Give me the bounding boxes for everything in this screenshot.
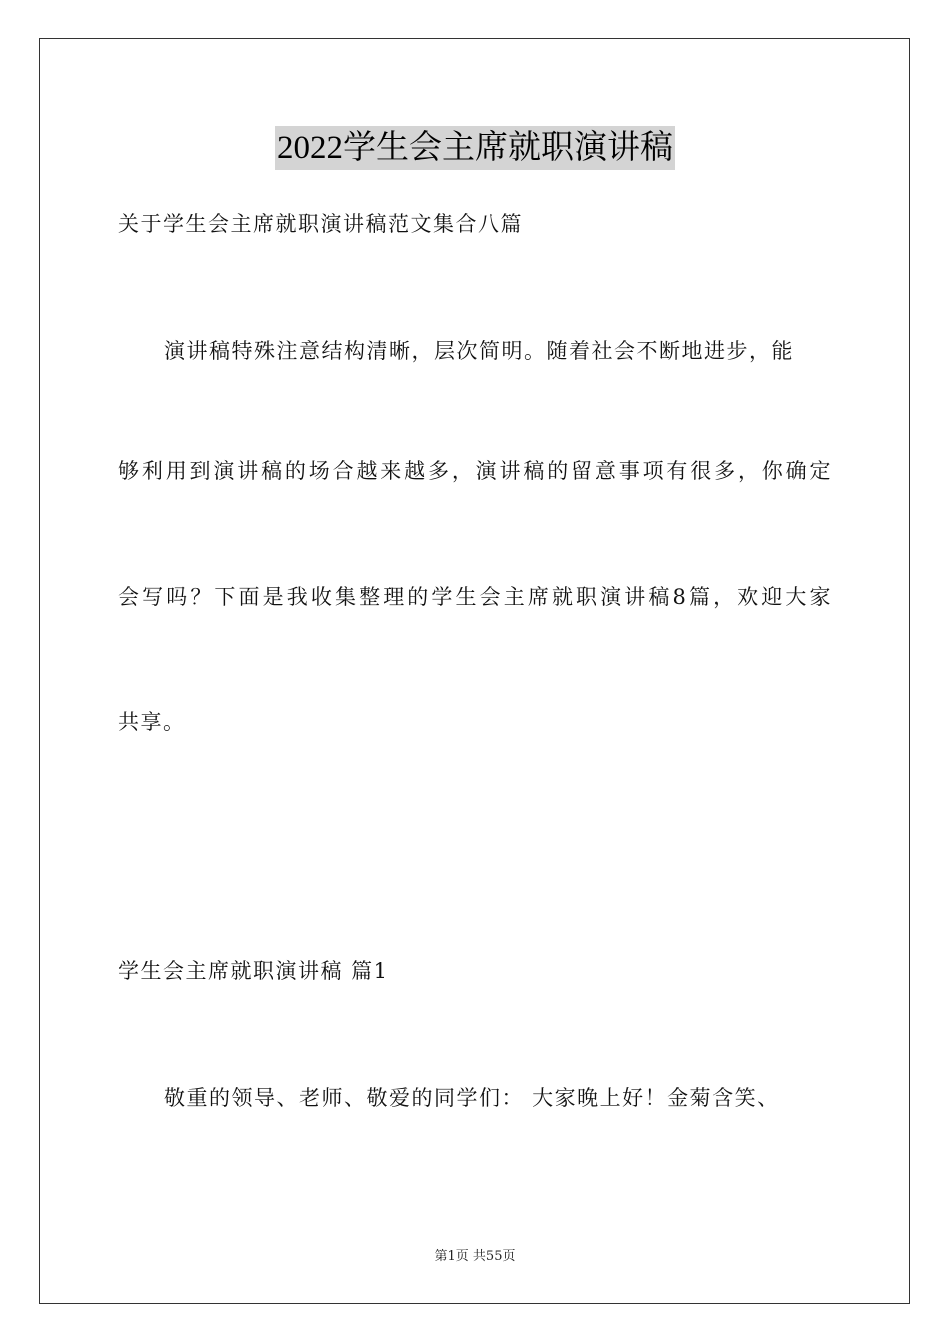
intro-line-1: 演讲稿特殊注意结构清晰，层次简明。随着社会不断地进步，能 xyxy=(164,339,794,363)
intro-line-2: 够利用到演讲稿的场合越来越多，演讲稿的留意事项有很多，你确定 xyxy=(118,459,832,483)
intro-line-4: 共享。 xyxy=(118,710,186,734)
document-title: 2022学生会主席就职演讲稿 xyxy=(275,126,675,170)
page-number-footer: 第1页 共55页 xyxy=(434,1249,516,1264)
document-subtitle: 关于学生会主席就职演讲稿范文集合八篇 xyxy=(118,212,523,236)
title-container xyxy=(0,126,950,170)
intro-line-3: 会写吗？下面是我收集整理的学生会主席就职演讲稿8篇，欢迎大家 xyxy=(118,585,832,609)
body-line-1: 敬重的领导、老师、敬爱的同学们： 大家晚上好！金菊含笑、 xyxy=(164,1086,780,1110)
section-heading: 学生会主席就职演讲稿 篇1 xyxy=(118,959,389,983)
